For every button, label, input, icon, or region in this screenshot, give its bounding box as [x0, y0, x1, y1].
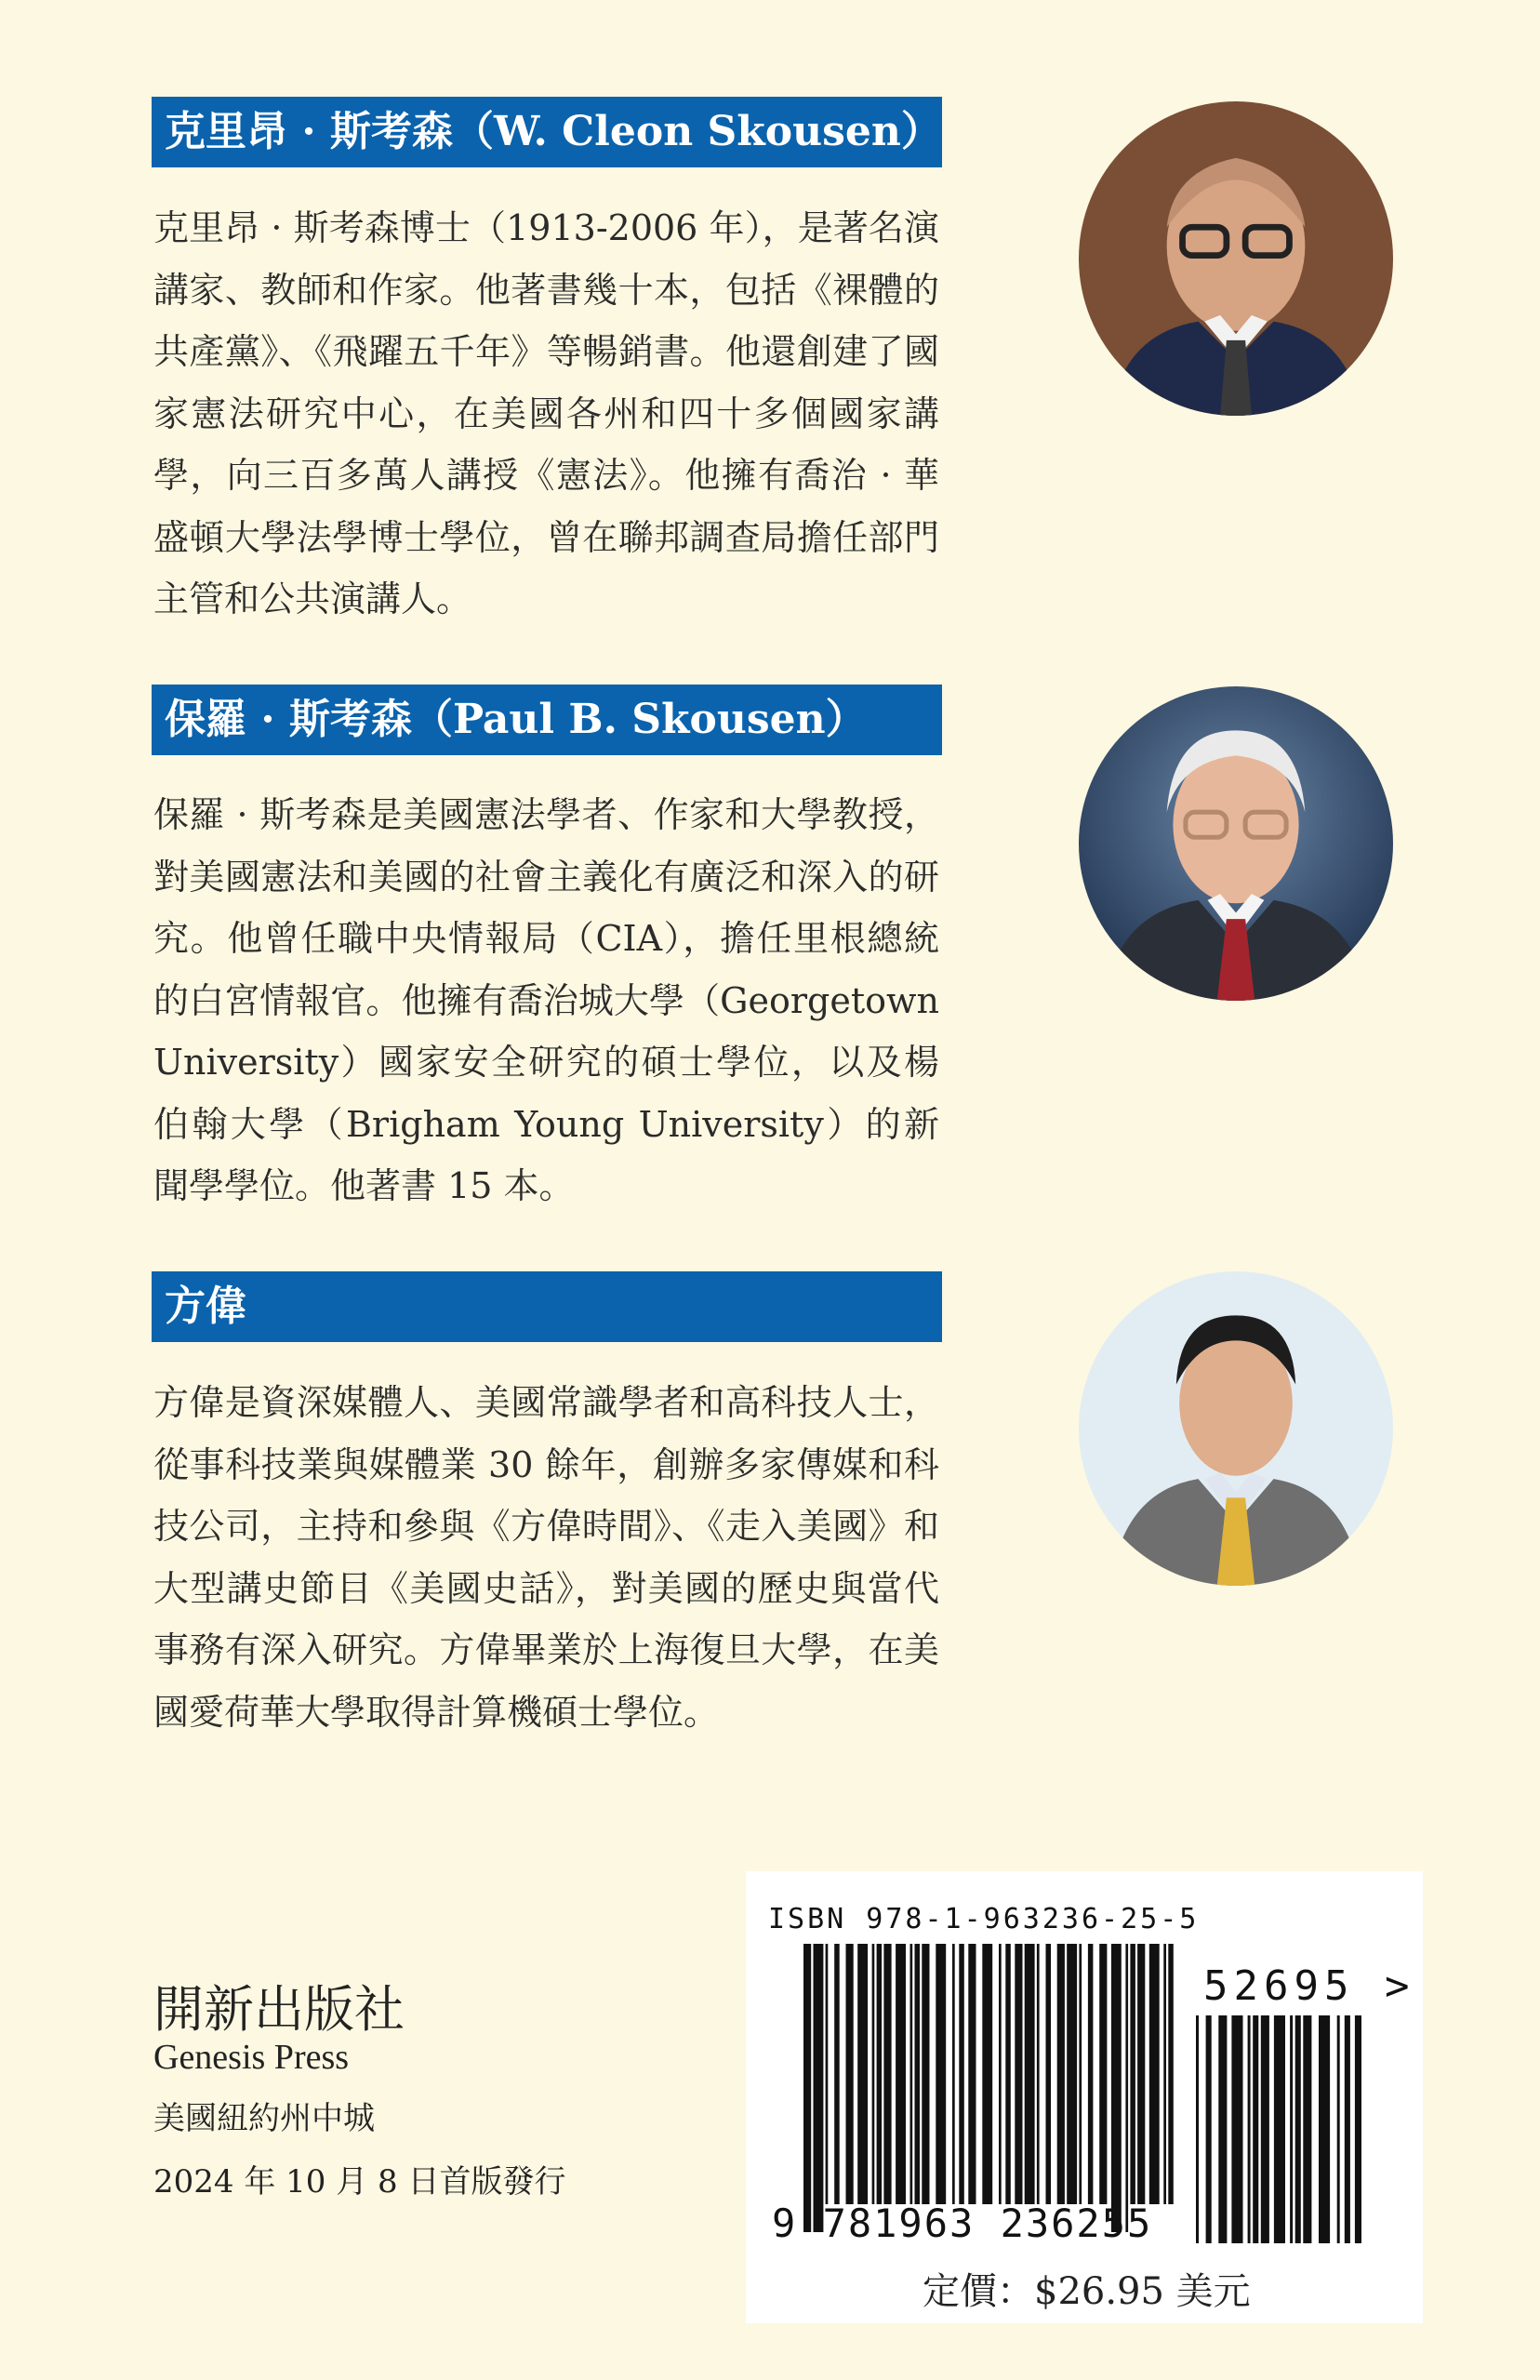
price-addon-barcode: [1196, 2015, 1361, 2243]
barcode-bar: [1088, 1944, 1094, 2204]
barcode-bar: [803, 1944, 811, 2232]
author-3-portrait: [1079, 1271, 1393, 1586]
barcode-bar: [1067, 1944, 1077, 2204]
barcode-bar: [1130, 1944, 1135, 2204]
barcode-bar: [1149, 1944, 1160, 2204]
barcode-bar: [1099, 1944, 1107, 2204]
author-3-name-header: 方偉: [152, 1271, 942, 1342]
barcode-bar: [915, 1944, 921, 2204]
barcode-bar: [1231, 2015, 1242, 2243]
barcode-bar: [1345, 2015, 1350, 2243]
barcode-panel: [746, 1871, 1423, 2323]
barcode-bar: [1005, 1944, 1011, 2204]
barcode-bar: [896, 1944, 906, 2204]
author-1-bio: 克里昂 · 斯考森博士（1913-2006 年），是著名演講家、教師和作家。他著書幾十本，包括《裸體的共產黨》、《飛躍五千年》等暢銷書。他還創建了國家憲法研究中心，在美國各州和四十多個國家講學，向三百多萬人講授《憲法》。他擁有喬治 · 華盛頓大學法學博士學位，曾在聯邦調查局擔任部門主管和公共演講人。: [153, 207, 939, 619]
barcode-bar: [1079, 1944, 1082, 2204]
barcode-bar: [959, 1944, 964, 2204]
barcode-bar: [1111, 1944, 1122, 2232]
barcode-bar: [1057, 1944, 1065, 2204]
barcode-bar: [1206, 2015, 1212, 2243]
barcode-bar: [1168, 1944, 1174, 2204]
isbn-label: ISBN 978-1-963236-25-5: [768, 1903, 1200, 1935]
barcode-bar: [1319, 2015, 1330, 2243]
barcode-bar: [936, 1944, 946, 2204]
barcode-bar: [1261, 2015, 1269, 2243]
author-3-bio: 方偉是資深媒體人、美國常識學者和高科技人士，從事科技業與媒體業 30 餘年，創辦多家傳媒和科技公司，主持和參與《方偉時間》、《走入美國》和大型講史節目《美國史話》，對美國的歷史與當代事務有深入研究。方偉畢業於上海復旦大學，在美國愛荷華大學取得計算機碩士學位。: [153, 1382, 939, 1733]
barcode-bar: [1015, 1944, 1022, 2204]
publisher-name-en: Genesis Press: [153, 2038, 350, 2077]
barcode-bar: [968, 1944, 976, 2204]
barcode-bar: [877, 1944, 883, 2204]
author-1-name-header: 克里昂 · 斯考森（W. Cleon Skousen）: [152, 97, 942, 167]
barcode-bar: [883, 1944, 891, 2204]
barcode-bar: [1337, 2015, 1340, 2243]
barcode-bar: [1274, 2015, 1285, 2243]
barcode-bar: [1295, 2015, 1301, 2243]
price-label: 定價：$26.95 美元: [923, 2270, 1251, 2313]
barcode-bar: [872, 1944, 875, 2204]
author-2-bio: 保羅 · 斯考森是美國憲法學者、作家和大學教授，對美國憲法和美國的社會主義化有廣泛和深入的研究。他曾任職中央情報局（CIA），擔任里根總統的白宮情報官。他擁有喬治城大學（Georgetown University）國家安全研究的碩士學位，以及楊伯翰大學（Brigham Young University）的新聞學學位。他著書 15 本。: [153, 794, 939, 1206]
barcode-bar: [1163, 1944, 1166, 2204]
author-2-portrait: [1079, 686, 1393, 1001]
barcode-bar: [1037, 1944, 1040, 2204]
barcode-bar: [1355, 2015, 1361, 2243]
ean13-barcode: [803, 1944, 1175, 2241]
barcode-bar: [1125, 1944, 1128, 2232]
barcode-bar: [834, 1944, 840, 2204]
author-1-portrait: [1079, 101, 1393, 416]
barcode-bar: [910, 1944, 913, 2204]
barcode-bar: [814, 1944, 824, 2232]
author-2-name-header: 保羅 · 斯考森（Paul B. Skousen）: [152, 685, 942, 755]
publication-date: 2024 年 10 月 8 日首版發行: [153, 2163, 566, 2201]
barcode-bar: [982, 1944, 992, 2204]
barcode-bar: [846, 1944, 854, 2204]
barcode-bar: [1046, 1944, 1052, 2204]
barcode-bar: [1290, 2015, 1293, 2243]
barcode-bar: [1248, 2015, 1251, 2243]
publisher-location: 美國紐約州中城: [153, 2100, 375, 2137]
barcode-bar: [857, 1944, 868, 2204]
barcode-bar: [1253, 2015, 1258, 2243]
barcode-bar: [1218, 2015, 1227, 2243]
barcode-bar: [999, 1944, 1002, 2204]
barcode-bar: [1137, 1944, 1145, 2204]
publisher-name-zh: 開新出版社: [153, 1980, 405, 2039]
barcode-bar: [1025, 1944, 1035, 2204]
addon-digits: 52695 >: [1203, 1962, 1415, 2010]
barcode-bar: [1196, 2015, 1199, 2243]
barcode-bar: [952, 1944, 955, 2204]
barcode-bar: [1303, 2015, 1311, 2243]
barcode-bar: [826, 1944, 829, 2204]
barcode-bar: [922, 1944, 929, 2204]
barcode-digits: 9 781963 236255: [772, 2201, 1153, 2246]
